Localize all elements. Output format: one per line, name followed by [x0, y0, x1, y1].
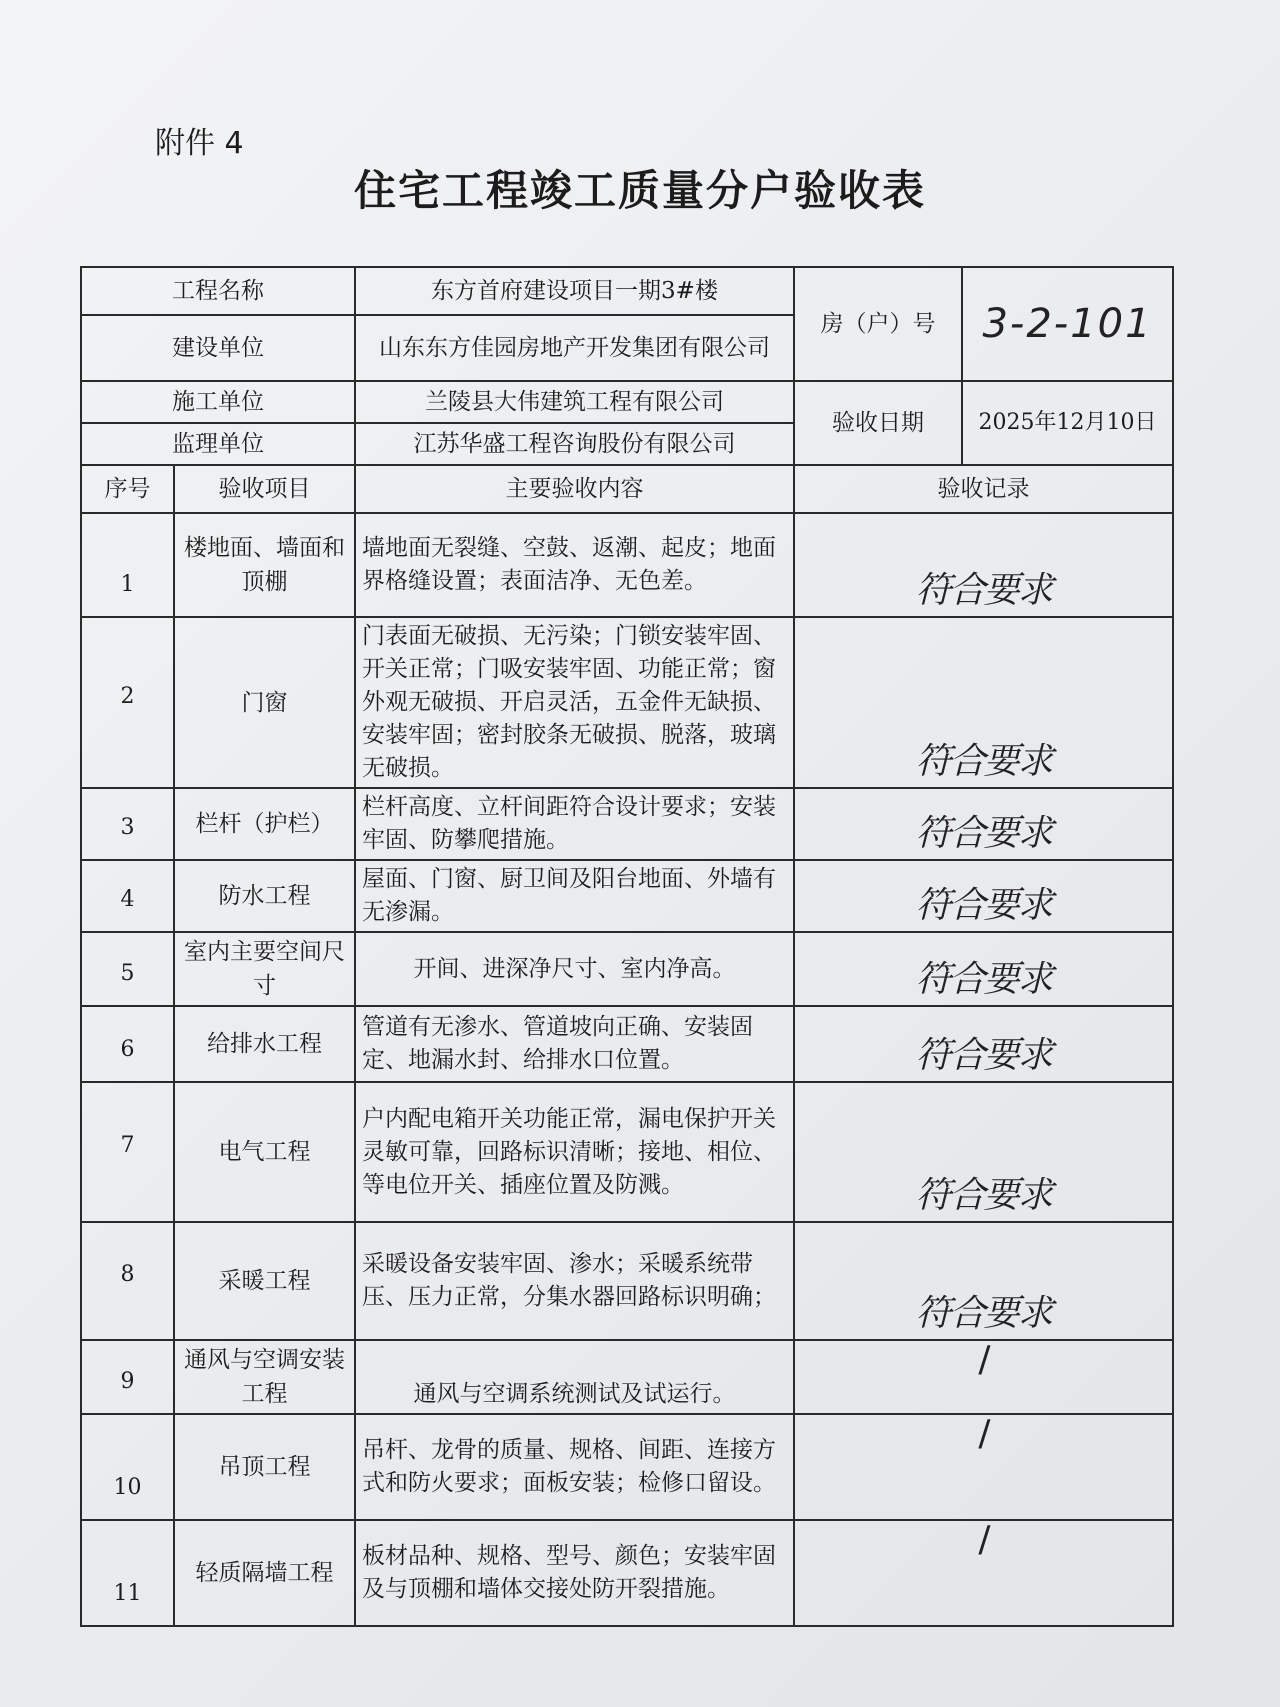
- row-record-handwritten: 符合要求: [794, 932, 1173, 1006]
- row-number: 5: [81, 932, 174, 1006]
- builder-value: 山东东方佳园房地产开发集团有限公司: [355, 315, 794, 381]
- supervisor-value: 江苏华盛工程咨询股份有限公司: [355, 423, 794, 465]
- col-header-record: 验收记录: [794, 465, 1173, 513]
- row-content: 门表面无破损、无污染；门锁安装牢固、开关正常；门吸安装牢固、功能正常；窗外观无破损、开启灵活，五金件无缺损、 安装牢固；密封胶条无破损、脱落，玻璃无破损。: [355, 617, 794, 788]
- row-content: 开间、进深净尺寸、室内净高。: [355, 932, 794, 1006]
- row-item: 室内主要空间尺寸: [174, 932, 355, 1006]
- col-header-content: 主要验收内容: [355, 465, 794, 513]
- row-content: 户内配电箱开关功能正常，漏电保护开关灵敏可靠，回路标识清晰；接地、相位、等电位开关、插座位置及防溅。: [355, 1082, 794, 1222]
- supervisor-label: 监理单位: [81, 423, 355, 465]
- row-record-handwritten: 符合要求: [794, 1082, 1173, 1222]
- row-record-handwritten: 符合要求: [794, 513, 1173, 617]
- acceptance-table: [80, 266, 1174, 1627]
- row-number: 8: [81, 1222, 174, 1340]
- row-item: 门窗: [174, 617, 355, 788]
- row-number: 11: [81, 1520, 174, 1626]
- table-row: [81, 1340, 1173, 1414]
- date-label: 验收日期: [794, 381, 962, 465]
- table-row: [81, 932, 1173, 1006]
- row-number: 10: [81, 1414, 174, 1520]
- row-content: 通风与空调系统测试及试运行。: [355, 1340, 794, 1414]
- row-content: 屋面、门窗、厨卫间及阳台地面、外墙有无渗漏。: [355, 860, 794, 932]
- project-name-value: 东方首府建设项目一期3#楼: [355, 267, 794, 315]
- table-row: [81, 1414, 1173, 1520]
- date-value: 2025年12月10日: [962, 381, 1173, 465]
- contractor-value: 兰陵县大伟建筑工程有限公司: [355, 381, 794, 423]
- row-item: 给排水工程: [174, 1006, 355, 1082]
- col-header-item: 验收项目: [174, 465, 355, 513]
- row-content: 墙地面无裂缝、空鼓、返潮、起皮；地面界格缝设置；表面洁净、无色差。: [355, 513, 794, 617]
- project-name-label: 工程名称: [81, 267, 355, 315]
- row-item: 采暖工程: [174, 1222, 355, 1340]
- row-item: 防水工程: [174, 860, 355, 932]
- table-row: [81, 1222, 1173, 1340]
- page-title: 住宅工程竣工质量分户验收表: [353, 166, 926, 215]
- builder-label: 建设单位: [81, 315, 355, 381]
- table-row: [81, 513, 1173, 617]
- row-item: 通风与空调安装工程: [174, 1340, 355, 1414]
- row-content: 采暖设备安装牢固、渗水；采暖系统带压、压力正常，分集水器回路标识明确；: [355, 1222, 794, 1340]
- row-item: 栏杆（护栏）: [174, 788, 355, 860]
- row-record-handwritten: 符合要求: [794, 1006, 1173, 1082]
- table-row: [81, 617, 1173, 788]
- row-number: 4: [81, 860, 174, 932]
- row-number: 7: [81, 1082, 174, 1222]
- row-content: 板材品种、规格、型号、颜色；安装牢固及与顶棚和墙体交接处防开裂措施。: [355, 1520, 794, 1626]
- row-item: 电气工程: [174, 1082, 355, 1222]
- row-record-handwritten: 符合要求: [794, 788, 1173, 860]
- row-number: 2: [81, 617, 174, 788]
- row-number: 9: [81, 1340, 174, 1414]
- row-record-slash: /: [794, 1520, 1173, 1626]
- row-content: 栏杆高度、立杆间距符合设计要求；安装牢固、防攀爬措施。: [355, 788, 794, 860]
- row-record-handwritten: 符合要求: [794, 1222, 1173, 1340]
- row-number: 3: [81, 788, 174, 860]
- table-row: [81, 860, 1173, 932]
- room-number-handwritten: 3-2-101: [962, 267, 1173, 381]
- table-row: [81, 1520, 1173, 1626]
- row-item: 楼地面、墙面和顶棚: [174, 513, 355, 617]
- row-record-slash: /: [794, 1414, 1173, 1520]
- row-number: 1: [81, 513, 174, 617]
- room-label: 房（户）号: [794, 267, 962, 381]
- row-record-handwritten: 符合要求: [794, 860, 1173, 932]
- row-item: 轻质隔墙工程: [174, 1520, 355, 1626]
- contractor-label: 施工单位: [81, 381, 355, 423]
- table-row: [81, 788, 1173, 860]
- row-content: 吊杆、龙骨的质量、规格、间距、连接方式和防火要求；面板安装；检修口留设。: [355, 1414, 794, 1520]
- row-record-handwritten: 符合要求: [794, 617, 1173, 788]
- row-item: 吊顶工程: [174, 1414, 355, 1520]
- row-record-slash: /: [794, 1340, 1173, 1414]
- row-content: 管道有无渗水、管道坡向正确、安装固定、地漏水封、给排水口位置。: [355, 1006, 794, 1082]
- col-header-no: 序号: [81, 465, 174, 513]
- attachment-label: 附件 4: [155, 126, 244, 161]
- row-number: 6: [81, 1006, 174, 1082]
- table-row: [81, 1082, 1173, 1222]
- table-row: [81, 1006, 1173, 1082]
